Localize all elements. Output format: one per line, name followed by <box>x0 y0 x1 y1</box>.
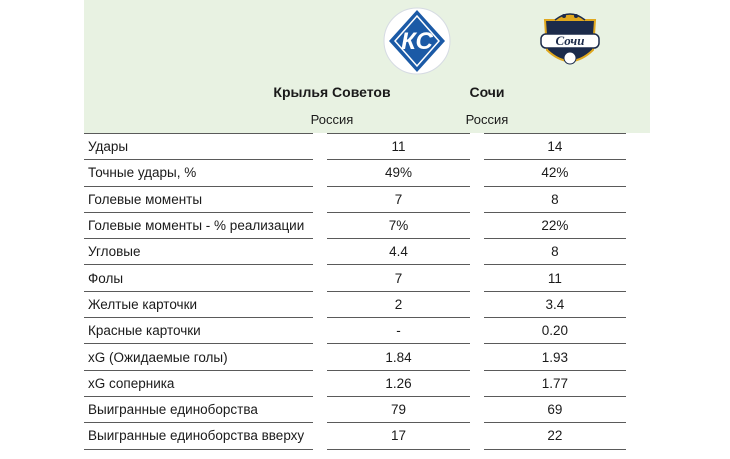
column-gap <box>626 186 650 212</box>
stat-value-krylia: 7% <box>327 212 470 238</box>
table-row <box>84 344 650 370</box>
table-row <box>84 318 650 344</box>
column-gap <box>470 370 484 396</box>
stat-value-krylia: 1.84 <box>327 344 470 370</box>
table-row <box>84 370 650 396</box>
table-row <box>84 160 650 186</box>
column-gap <box>470 423 484 449</box>
stat-value-krylia: 17 <box>327 423 470 449</box>
column-gap <box>470 239 484 265</box>
stat-label: xG соперника <box>84 370 313 396</box>
column-gap <box>470 134 484 160</box>
sochi-logo-text: Сочи <box>555 33 585 48</box>
stat-value-krylia: 49% <box>327 160 470 186</box>
table-row <box>84 291 650 317</box>
team-country-sochi: Россия <box>465 112 509 127</box>
stat-value-sochi: 69 <box>484 396 627 422</box>
column-gap <box>470 265 484 291</box>
table-row <box>84 396 650 422</box>
column-gap <box>626 291 650 317</box>
table-row <box>84 186 650 212</box>
stat-label: Выигранные единоборства <box>84 396 313 422</box>
stat-label: Голевые моменты - % реализации <box>84 212 313 238</box>
table-row <box>84 239 650 265</box>
stat-value-krylia: 7 <box>327 186 470 212</box>
table-row <box>84 212 650 238</box>
stat-value-krylia: - <box>327 318 470 344</box>
column-gap <box>626 396 650 422</box>
column-gap <box>470 291 484 317</box>
column-gap <box>313 370 327 396</box>
stat-label: xG (Ожидаемые голы) <box>84 344 313 370</box>
column-gap <box>470 186 484 212</box>
stat-label: Фолы <box>84 265 313 291</box>
stats-table <box>84 133 650 450</box>
column-gap <box>626 212 650 238</box>
column-gap <box>470 396 484 422</box>
team-country-krylia: Россия <box>310 112 354 127</box>
stat-value-sochi: 1.93 <box>484 344 627 370</box>
column-gap <box>470 344 484 370</box>
column-gap <box>626 239 650 265</box>
column-gap <box>313 291 327 317</box>
stat-value-krylia: 79 <box>327 396 470 422</box>
column-gap <box>313 318 327 344</box>
column-gap <box>313 134 327 160</box>
stat-value-sochi: 22 <box>484 423 627 449</box>
stat-value-sochi: 1.77 <box>484 370 627 396</box>
column-gap <box>313 160 327 186</box>
column-gap <box>626 134 650 160</box>
stat-value-sochi: 3.4 <box>484 291 627 317</box>
stat-label: Красные карточки <box>84 318 313 344</box>
stat-value-krylia: 2 <box>327 291 470 317</box>
krylia-logo-text: КС <box>401 28 433 55</box>
column-gap <box>313 212 327 238</box>
stat-value-sochi: 8 <box>484 186 627 212</box>
column-gap <box>626 318 650 344</box>
comparison-header <box>84 0 650 133</box>
stat-value-krylia: 1.26 <box>327 370 470 396</box>
stat-label: Желтые карточки <box>84 291 313 317</box>
stat-value-sochi: 8 <box>484 239 627 265</box>
column-gap <box>626 423 650 449</box>
column-gap <box>313 423 327 449</box>
column-gap <box>470 160 484 186</box>
team-name-sochi: Сочи <box>469 84 505 100</box>
column-gap <box>626 370 650 396</box>
stat-label: Голевые моменты <box>84 186 313 212</box>
stat-value-sochi: 14 <box>484 134 627 160</box>
stat-label: Удары <box>84 134 313 160</box>
column-gap <box>626 160 650 186</box>
sochi-crest-icon <box>535 6 605 76</box>
stat-value-sochi: 11 <box>484 265 627 291</box>
stat-value-krylia: 7 <box>327 265 470 291</box>
column-gap <box>313 344 327 370</box>
stat-value-sochi: 0.20 <box>484 318 627 344</box>
stat-label: Выигранные единоборства вверху <box>84 423 313 449</box>
stat-value-krylia: 4.4 <box>327 239 470 265</box>
column-gap <box>313 239 327 265</box>
stat-value-sochi: 42% <box>484 160 627 186</box>
stat-label: Точные удары, % <box>84 160 313 186</box>
table-row <box>84 423 650 449</box>
column-gap <box>313 396 327 422</box>
stat-label: Угловые <box>84 239 313 265</box>
column-gap <box>313 265 327 291</box>
stat-value-sochi: 22% <box>484 212 627 238</box>
column-gap <box>313 186 327 212</box>
table-row <box>84 134 650 160</box>
column-gap <box>626 344 650 370</box>
column-gap <box>626 265 650 291</box>
stat-value-krylia: 11 <box>327 134 470 160</box>
team-name-krylia: Крылья Советов <box>273 84 391 100</box>
column-gap <box>470 318 484 344</box>
krylia-sovetov-crest-icon <box>382 6 452 76</box>
column-gap <box>470 212 484 238</box>
table-row <box>84 265 650 291</box>
